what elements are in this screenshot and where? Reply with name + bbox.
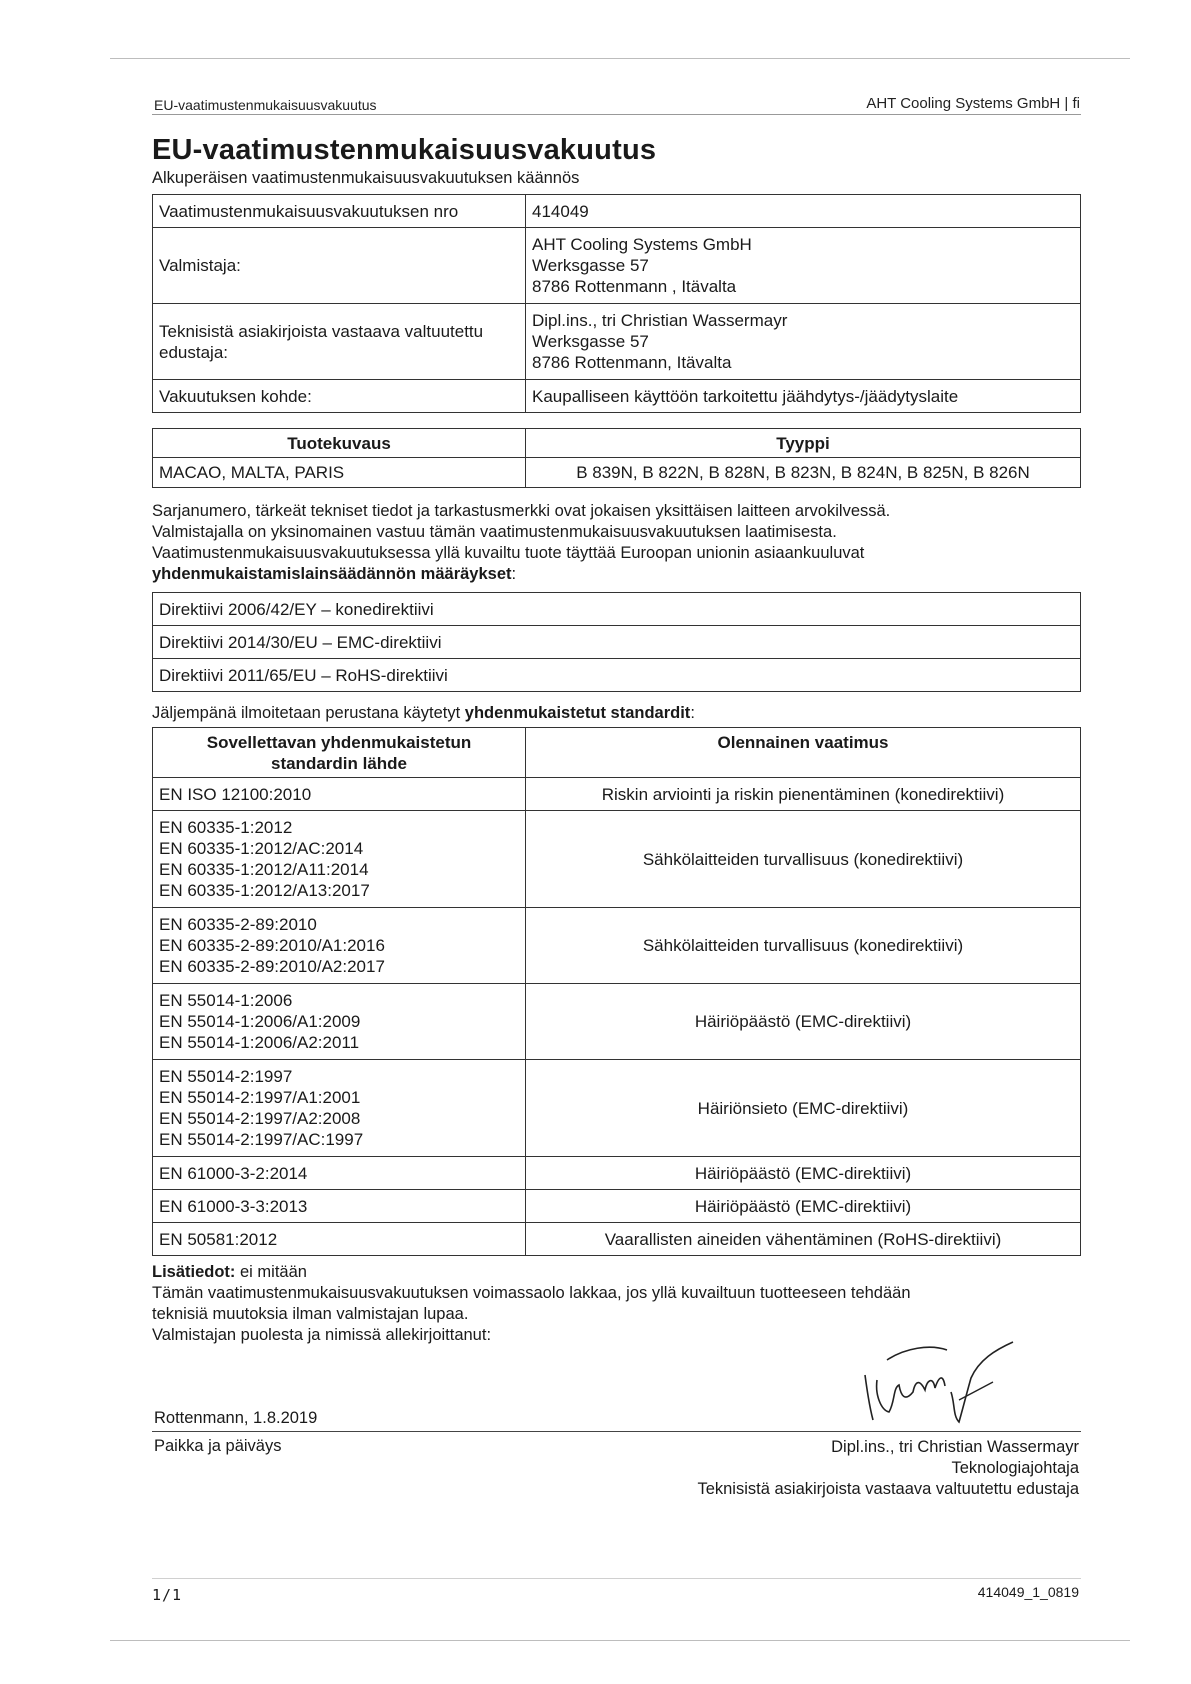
standards-intro-colon: : <box>690 704 695 722</box>
standard-id: EN 60335-1:2012/AC:2014 <box>159 839 364 858</box>
signature-image <box>855 1330 1025 1425</box>
additional-info-line <box>152 1262 1092 1283</box>
standards-intro-bold: yhdenmukaistetut standardit <box>464 704 691 722</box>
standard-id: EN 55014-1:2006/A2:2011 <box>159 1033 360 1052</box>
representative-value <box>526 304 1081 380</box>
page-title: EU-vaatimustenmukaisuusvakuutus <box>152 134 657 166</box>
representative-label: Teknisistä asiakirjoista vastaava valtuutettu edustaja: <box>153 304 526 380</box>
compliance-paragraph <box>152 501 1092 585</box>
product-desc-header: Tuotekuvaus <box>153 429 526 458</box>
representative-line: 8786 Rottenmann, Itävalta <box>532 353 732 372</box>
additional-info-value: ei mitään <box>235 1263 307 1281</box>
compliance-line: Valmistajalla on yksinomainen vastuu tämän vaatimustenmukaisuusvakuutuksen laatimisesta. <box>152 523 837 541</box>
directive-row: Direktiivi 2014/30/EU – EMC-direktiivi <box>153 626 1081 659</box>
standard-id: EN 60335-1:2012 <box>159 818 293 837</box>
representative-line: Werksgasse 57 <box>532 332 649 351</box>
manufacturer-label: Valmistaja: <box>153 228 526 304</box>
standard-id: EN 60335-2-89:2010/A2:2017 <box>159 957 385 976</box>
standards-table <box>152 727 1081 1256</box>
standard-id: EN 55014-1:2006/A1:2009 <box>159 1012 361 1031</box>
signature-rule <box>152 1431 1081 1432</box>
nro-value: 414049 <box>526 195 1081 228</box>
additional-info-label: Lisätiedot: <box>152 1263 236 1281</box>
page-number: 1/1 <box>152 1586 183 1604</box>
standards-intro <box>152 703 695 724</box>
standards-req: Häiriönsieto (EMC-direktiivi) <box>526 1060 1081 1157</box>
page-subtitle: Alkuperäisen vaatimustenmukaisuusvakuutuksen käännös <box>152 169 580 187</box>
standards-source <box>153 984 526 1060</box>
manufacturer-line: AHT Cooling Systems GmbH <box>532 235 752 254</box>
standards-req: Sähkölaitteiden turvallisuus (konedirektiivi) <box>526 908 1081 984</box>
standard-id: EN 55014-2:1997 <box>159 1067 293 1086</box>
signer-block <box>697 1437 1079 1500</box>
standard-id: EN 60335-2-89:2010 <box>159 915 317 934</box>
standards-source <box>153 811 526 908</box>
signer-role: Teknologiajohtaja <box>951 1459 1079 1477</box>
document-id: 414049_1_0819 <box>977 1584 1079 1600</box>
standard-id: EN 50581:2012 <box>159 1229 278 1249</box>
object-label: Vakuutuksen kohde: <box>153 380 526 413</box>
standard-id: EN 55014-2:1997/AC:1997 <box>159 1130 364 1149</box>
standards-source <box>153 1060 526 1157</box>
manufacturer-line: 8786 Rottenmann , Itävalta <box>532 277 737 296</box>
compliance-colon: : <box>511 565 517 583</box>
footer-rule <box>152 1578 1081 1579</box>
compliance-bold: yhdenmukaistamislainsäädännön määräykset <box>152 565 512 583</box>
place-date: Rottenmann, 1.8.2019 <box>154 1409 318 1427</box>
info-table <box>152 194 1081 413</box>
standards-req: Häiriöpäästö (EMC-direktiivi) <box>526 984 1081 1060</box>
directives-table <box>152 592 1081 692</box>
directive-row: Direktiivi 2011/65/EU – RoHS-direktiivi <box>153 659 1081 692</box>
manufacturer-value <box>526 228 1081 304</box>
standards-req: Häiriöpäästö (EMC-direktiivi) <box>526 1190 1081 1223</box>
product-types: B 839N, B 822N, B 828N, B 823N, B 824N, B 825N, B 826N <box>526 458 1081 488</box>
product-desc: MACAO, MALTA, PARIS <box>153 458 526 488</box>
standard-id: EN 61000-3-2:2014 <box>159 1163 308 1183</box>
product-type-header: Tyyppi <box>526 429 1081 458</box>
compliance-line: Vaatimustenmukaisuusvakuutuksessa yllä kuvailtu tuote täyttää Euroopan unionin asiaankuuluvat <box>152 544 865 562</box>
standard-id: EN ISO 12100:2010 <box>159 784 312 804</box>
standards-source <box>153 1223 526 1256</box>
standards-source <box>153 1157 526 1190</box>
place-date-label: Paikka ja päiväys <box>154 1437 282 1455</box>
compliance-line: Sarjanumero, tärkeät tekniset tiedot ja tarkastusmerkki ovat jokaisen yksittäisen laitteen arvokilvessä. <box>152 502 891 520</box>
representative-line: Dipl.ins., tri Christian Wassermayr <box>532 311 788 330</box>
compliance-line-last <box>152 564 1092 585</box>
standards-source <box>153 1190 526 1223</box>
standards-req: Sähkölaitteiden turvallisuus (konedirektiivi) <box>526 811 1081 908</box>
validity-line: Tämän vaatimustenmukaisuusvakuutuksen voimassaolo lakkaa, jos yllä kuvailtuun tuotteeseen tehdään <box>152 1284 911 1302</box>
header-underline <box>152 114 1081 115</box>
standard-id: EN 55014-1:2006 <box>159 991 293 1010</box>
manufacturer-line: Werksgasse 57 <box>532 256 649 275</box>
nro-label: Vaatimustenmukaisuusvakuutuksen nro <box>153 195 526 228</box>
standards-req: Vaarallisten aineiden vähentäminen (RoHS-direktiivi) <box>526 1223 1081 1256</box>
header-left: EU-vaatimustenmukaisuusvakuutus <box>154 97 377 113</box>
standard-id: EN 60335-1:2012/A11:2014 <box>159 860 369 879</box>
standards-source <box>153 778 526 811</box>
header-right: AHT Cooling Systems GmbH | fi <box>866 95 1080 112</box>
standard-id: EN 55014-2:1997/A1:2001 <box>159 1088 361 1107</box>
standards-source <box>153 908 526 984</box>
standards-req-header: Olennainen vaatimus <box>526 728 1081 778</box>
standard-id: EN 55014-2:1997/A2:2008 <box>159 1109 361 1128</box>
bottom-rule <box>110 1640 1130 1641</box>
directive-row: Direktiivi 2006/42/EY – konedirektiivi <box>153 593 1081 626</box>
object-value: Kaupalliseen käyttöön tarkoitettu jäähdytys-/jäädytyslaite <box>526 380 1081 413</box>
signed-by-line: Valmistajan puolesta ja nimissä allekirjoittanut: <box>152 1326 492 1344</box>
signer-function: Teknisistä asiakirjoista vastaava valtuutettu edustaja <box>697 1480 1079 1498</box>
top-rule <box>110 58 1130 59</box>
standards-req: Riskin arviointi ja riskin pienentäminen (konedirektiivi) <box>526 778 1081 811</box>
standards-req: Häiriöpäästö (EMC-direktiivi) <box>526 1157 1081 1190</box>
standards-intro-text: Jäljempänä ilmoitetaan perustana käytetyt <box>152 704 465 722</box>
standard-id: EN 60335-2-89:2010/A1:2016 <box>159 936 385 955</box>
standard-id: EN 61000-3-3:2013 <box>159 1196 308 1216</box>
product-table <box>152 428 1081 488</box>
standard-id: EN 60335-1:2012/A13:2017 <box>159 881 370 900</box>
validity-line: teknisiä muutoksia ilman valmistajan lupaa. <box>152 1305 469 1323</box>
signer-name: Dipl.ins., tri Christian Wassermayr <box>831 1438 1079 1456</box>
standards-source-header: Sovellettavan yhdenmukaistetun standardin lähde <box>153 728 526 778</box>
